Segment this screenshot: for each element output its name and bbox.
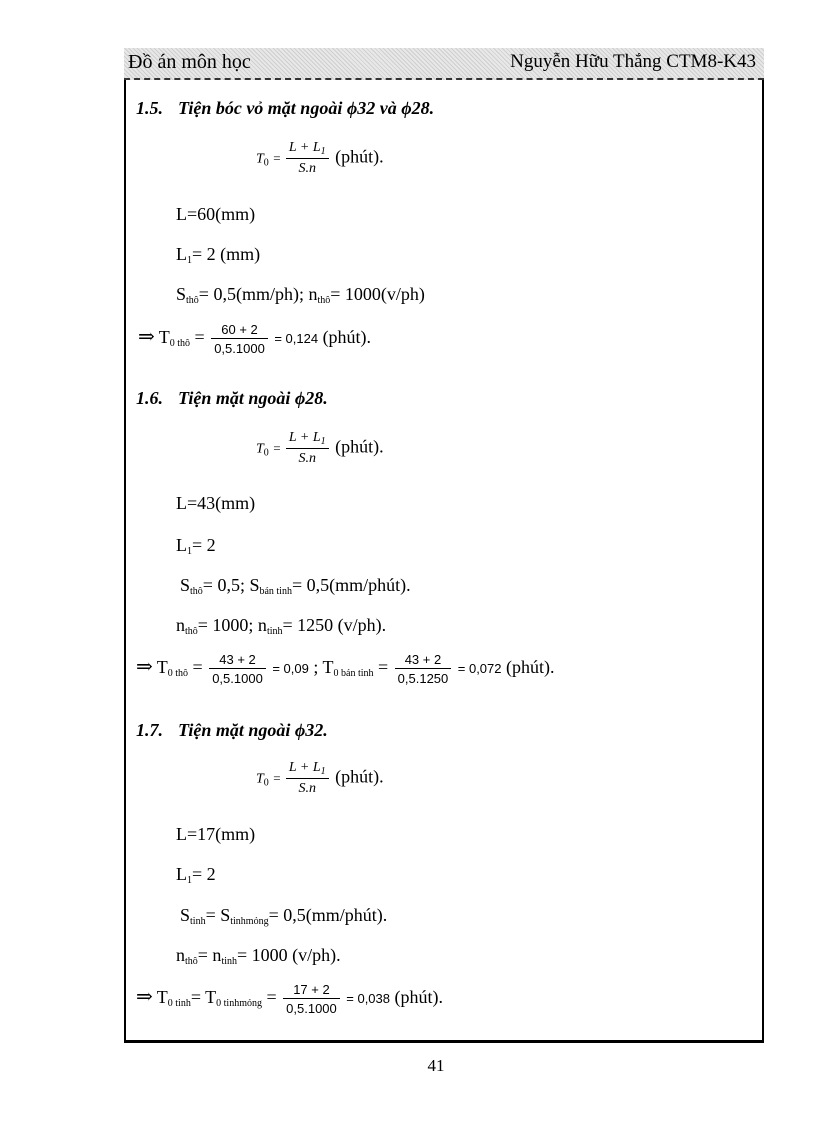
section-title: Tiện mặt ngoài ϕ28.	[178, 388, 328, 408]
result-fraction: $\frac{17 + 2}{0,5.1000}$	[283, 982, 340, 1016]
s17-S: $S_{tinh}= S_{tinhmỏng}=$ 0,5(mm/phút).	[180, 905, 388, 927]
formula-t0-2: $T_0$ = $\frac{L + L_1}{S.n}$ (phút).	[256, 430, 384, 466]
result-fraction: $\frac{60 + 2}{0,5.1000}$	[211, 322, 268, 356]
formula-fraction: $\frac{L + L_1}{S.n}$	[286, 140, 329, 177]
s17-result: ⇒ $T_{0 tinh}= T_{0 tinhmỏng}$ = $\frac{17 + 2}{0,5.1000}$ = 0,038 (phút).	[136, 982, 444, 1016]
implies-icon: ⇒	[136, 656, 153, 679]
s16-S: $S_{thô}= 0,5$; $S_{bán tinh}=$ 0,5(mm/phút).	[180, 575, 411, 597]
section-1-5-heading	[136, 98, 434, 119]
s15-L1: $L_1= 2$ (mm)	[176, 244, 261, 266]
header-left: Đồ án môn học	[128, 51, 251, 73]
section-1-6-heading	[136, 388, 328, 409]
section-number: 1.6.	[136, 388, 163, 408]
section-number: 1.7.	[136, 720, 163, 740]
formula-t0-3: $T_0$ = $\frac{L + L_1}{S.n}$ (phút).	[256, 760, 384, 796]
s15-S-n: $S_{thô}= 0,5(mm/ph)$; $n_{thô}= 1000(v/ph)$	[176, 284, 425, 306]
result-fraction: $\frac{43 + 2}{0,5.1250}$	[395, 652, 452, 686]
s16-n: $n_{thô}= 1000$; $n_{tinh}= 1250$ (v/ph).	[176, 615, 387, 637]
header-right: Nguyễn Hữu Thắng CTM8-K43	[510, 51, 756, 72]
result-fraction: $\frac{43 + 2}{0,5.1000}$	[209, 652, 266, 686]
s16-L1: $L_1= 2$	[176, 535, 216, 557]
page-number: 41	[427, 1056, 445, 1075]
section-title: Tiện bóc vỏ mặt ngoài ϕ32 và ϕ28.	[178, 98, 435, 118]
page-header	[124, 48, 764, 80]
s16-result: ⇒ $T_{0 thô}$ = $\frac{43 + 2}{0,5.1000}$ = 0,09 ; $T_{0 bán tinh}$ = $\frac{43 + 2}{0,5.1250}$ = 0,072 (phút).	[136, 652, 555, 686]
formula-fraction: $\frac{L + L_1}{S.n}$	[286, 430, 329, 467]
s16-L: L=43(mm)	[176, 493, 256, 513]
implies-icon: ⇒	[138, 326, 155, 349]
implies-icon: ⇒	[136, 986, 153, 1009]
formula-fraction: $\frac{L + L_1}{S.n}$	[286, 760, 329, 797]
section-number: 1.5.	[136, 98, 163, 118]
section-title: Tiện mặt ngoài ϕ32.	[178, 720, 328, 740]
s17-L1: $L_1= 2$	[176, 864, 216, 886]
formula-t0-1: $T_0$ = $\frac{L + L_1}{S.n}$ (phút).	[256, 140, 384, 176]
s15-result: ⇒ $T_{0 thô}$ = $\frac{60 + 2}{0,5.1000}$ = 0,124 (phút).	[138, 322, 372, 356]
s17-n: $n_{thô}= n_{tinh}= 1000$ (v/ph).	[176, 945, 341, 967]
s15-L: L=60(mm)	[176, 204, 256, 224]
s17-L: L=17(mm)	[176, 824, 256, 844]
section-1-7-heading	[136, 720, 328, 741]
